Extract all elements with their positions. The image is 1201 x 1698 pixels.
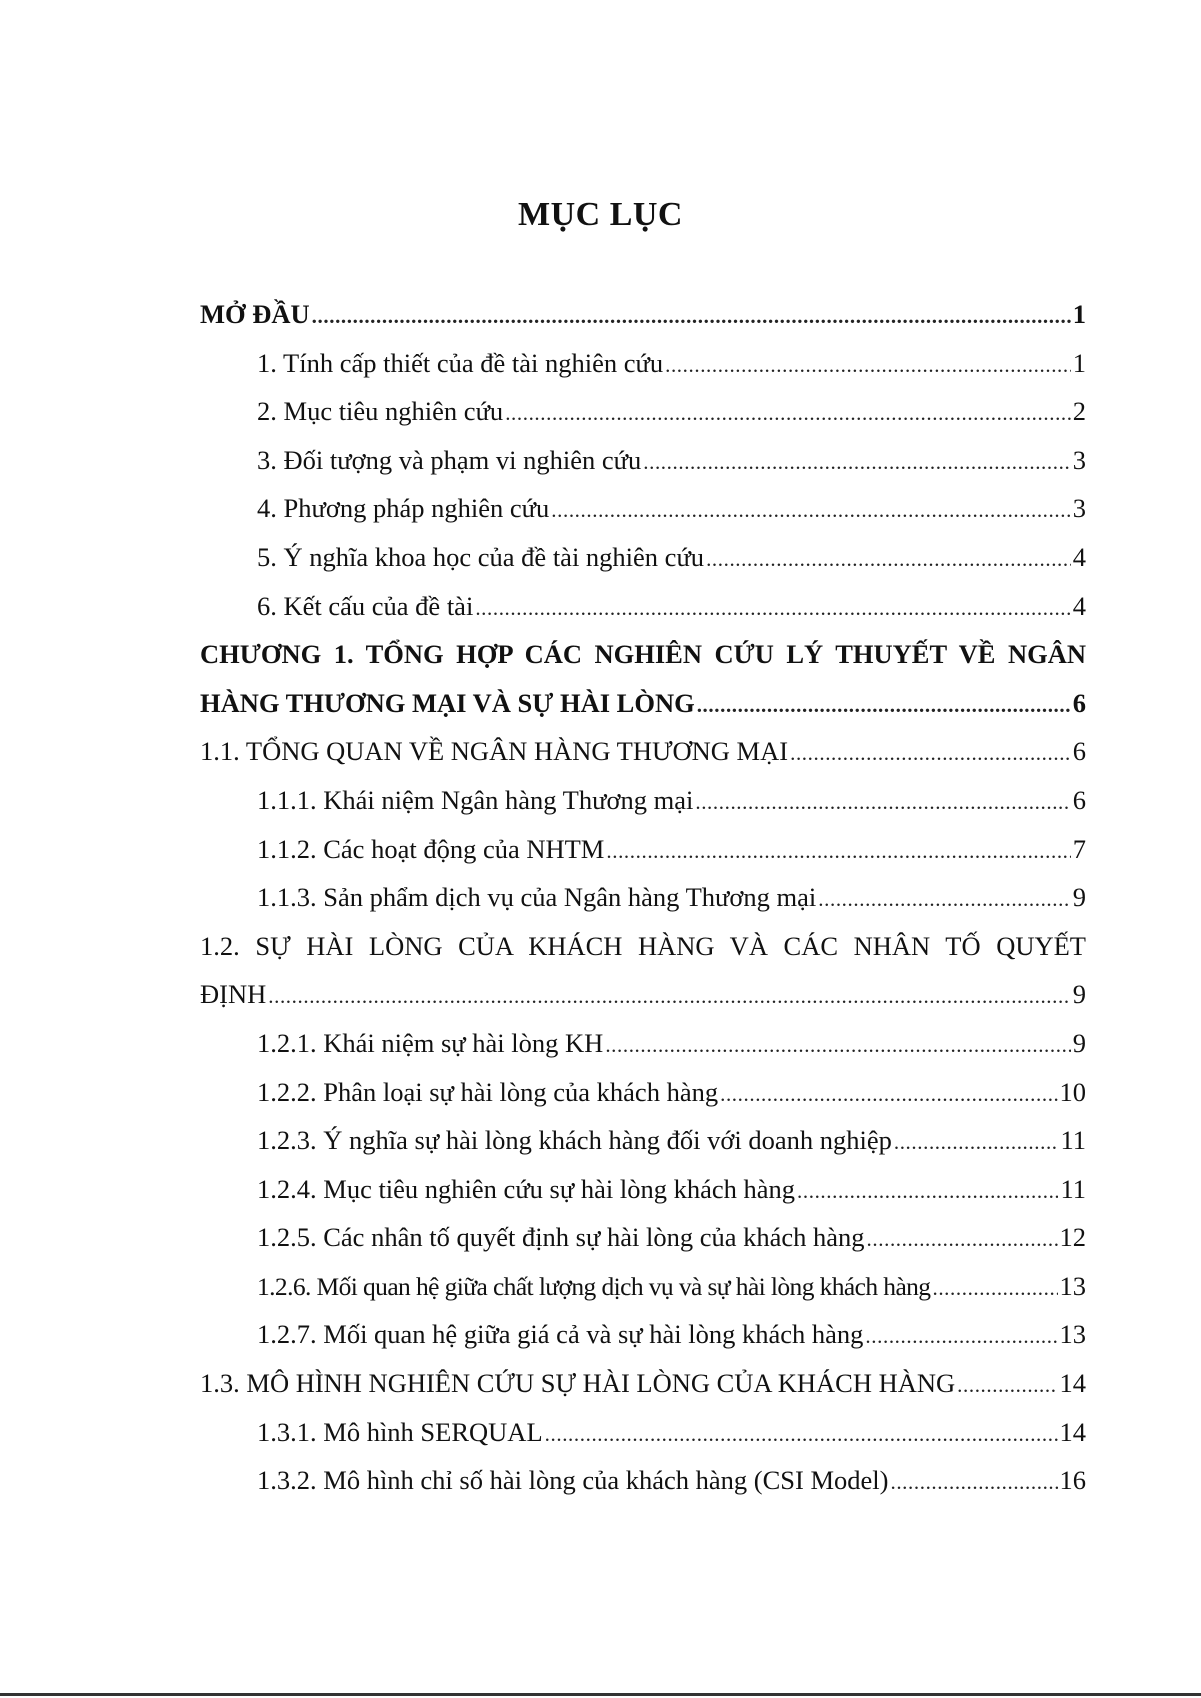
toc-entry[interactable] xyxy=(200,1165,1086,1214)
toc-entry-text: 1.2. SỰ HÀI LÒNG CỦA KHÁCH HÀNG VÀ CÁC NHÂN TỐ QUYẾT xyxy=(200,930,1086,961)
toc-page-number: 6 xyxy=(1072,736,1086,767)
toc-page-number: 16 xyxy=(1059,1465,1086,1496)
toc-page-number: 11 xyxy=(1060,1125,1086,1156)
toc-entry[interactable] xyxy=(200,630,1086,679)
toc-dot-leader xyxy=(818,875,1070,924)
toc-entry[interactable] xyxy=(200,533,1086,582)
toc-entry[interactable] xyxy=(200,922,1086,971)
toc-entry[interactable] xyxy=(200,1359,1086,1408)
toc-dot-leader xyxy=(551,486,1070,535)
toc-page-number: 13 xyxy=(1059,1319,1086,1350)
toc-page-number: 9 xyxy=(1072,1027,1086,1058)
toc-page-number: 4 xyxy=(1072,541,1086,572)
toc-entry-text: HÀNG THƯƠNG MẠI VÀ SỰ HÀI LÒNG xyxy=(200,687,695,718)
toc-page-number: 11 xyxy=(1060,1173,1086,1204)
toc-entry-text: 3. Đối tượng và phạm vi nghiên cứu xyxy=(257,444,642,475)
toc-dot-leader xyxy=(643,438,1071,487)
toc-entry-text: 1.1.2. Các hoạt động của NHTM xyxy=(257,833,605,864)
toc-entry-text: 5. Ý nghĩa khoa học của đề tài nghiên cứu xyxy=(257,541,705,572)
toc-entry[interactable] xyxy=(200,339,1086,388)
toc-entry-text: 1.2.4. Mục tiêu nghiên cứu sự hài lòng khách hàng xyxy=(257,1173,796,1204)
toc-entry-text: 1.1.1. Khái niệm Ngân hàng Thương mại xyxy=(257,784,694,815)
toc-page-number: 1 xyxy=(1072,347,1086,378)
page-title: MỤC LỤC xyxy=(518,196,683,233)
toc-dot-leader xyxy=(665,341,1071,390)
toc-entry[interactable] xyxy=(200,1213,1086,1262)
toc-dot-leader xyxy=(890,1458,1057,1507)
toc-dot-leader xyxy=(268,972,1071,1021)
toc-dot-leader xyxy=(505,389,1071,438)
toc-dot-leader xyxy=(475,584,1070,633)
toc-entry[interactable] xyxy=(200,970,1086,1019)
toc-entry-text: 1.2.1. Khái niệm sự hài lòng KH xyxy=(257,1027,604,1058)
toc-entry[interactable] xyxy=(200,1408,1086,1457)
toc-entry[interactable] xyxy=(200,1456,1086,1505)
toc-dot-leader xyxy=(720,1070,1057,1119)
toc-page-number: 12 xyxy=(1059,1222,1086,1253)
toc-dot-leader xyxy=(957,1361,1057,1410)
toc-dot-leader xyxy=(790,729,1071,778)
toc-page-number: 14 xyxy=(1059,1416,1086,1447)
toc-dot-leader xyxy=(865,1312,1057,1361)
toc-entry-text: 4. Phương pháp nghiên cứu xyxy=(257,493,550,524)
toc-entry[interactable] xyxy=(200,1068,1086,1117)
toc-entry-text: 1.2.7. Mối quan hệ giữa giá cả và sự hài lòng khách hàng xyxy=(257,1319,864,1350)
toc-dot-leader xyxy=(605,1021,1070,1070)
toc-entry[interactable] xyxy=(200,776,1086,825)
toc-entry[interactable] xyxy=(200,679,1086,728)
toc-dot-leader xyxy=(894,1118,1059,1167)
toc-dot-leader xyxy=(867,1215,1058,1264)
toc-entry[interactable] xyxy=(200,1310,1086,1359)
toc-entry[interactable] xyxy=(200,825,1086,874)
toc-page-number: 3 xyxy=(1072,444,1086,475)
toc-entry-text: ĐỊNH xyxy=(200,979,267,1010)
toc-entry[interactable] xyxy=(200,436,1086,485)
toc-page-number: 6 xyxy=(1072,784,1086,815)
toc-entry[interactable] xyxy=(200,290,1086,339)
toc-page-number: 4 xyxy=(1072,590,1086,621)
toc-entry-text: 6. Kết cấu của đề tài xyxy=(257,590,474,621)
toc-page-number: 6 xyxy=(1072,687,1086,718)
toc-entry-text: 1.1.3. Sản phẩm dịch vụ của Ngân hàng Thương mại xyxy=(257,882,817,913)
table-of-contents xyxy=(200,290,1086,1505)
toc-entry-text: 1.3. MÔ HÌNH NGHIÊN CỨU SỰ HÀI LÒNG CỦA KHÁCH HÀNG xyxy=(200,1368,956,1399)
toc-page-number: 13 xyxy=(1059,1270,1086,1301)
toc-entry-text: 1.2.3. Ý nghĩa sự hài lòng khách hàng đối với doanh nghiệp xyxy=(257,1125,892,1156)
toc-entry-text: 1.2.2. Phân loại sự hài lòng của khách hàng xyxy=(257,1076,719,1107)
toc-page-number: 7 xyxy=(1072,833,1086,864)
toc-page-number: 10 xyxy=(1059,1076,1086,1107)
toc-page-number: 9 xyxy=(1072,882,1086,913)
toc-entry[interactable] xyxy=(200,727,1086,776)
toc-page-number: 1 xyxy=(1072,299,1086,329)
toc-entry-text: CHƯƠNG 1. TỔNG HỢP CÁC NGHIÊN CỨU LÝ THUYẾT VỀ NGÂN xyxy=(200,639,1086,670)
toc-dot-leader xyxy=(797,1167,1058,1216)
toc-entry[interactable] xyxy=(200,1019,1086,1068)
toc-dot-leader xyxy=(706,535,1071,584)
toc-entry-text: 1.3.2. Mô hình chỉ số hài lòng của khách hàng (CSI Model) xyxy=(257,1465,889,1496)
toc-entry-text: 1. Tính cấp thiết của đề tài nghiên cứu xyxy=(257,347,664,378)
toc-page-number: 3 xyxy=(1072,493,1086,524)
toc-entry[interactable] xyxy=(200,1116,1086,1165)
toc-entry[interactable] xyxy=(200,484,1086,533)
toc-entry[interactable] xyxy=(200,582,1086,631)
page-bottom-edge xyxy=(0,1693,1201,1696)
toc-page-number: 2 xyxy=(1072,396,1086,427)
toc-page-number: 14 xyxy=(1059,1368,1086,1399)
toc-entry-text: 1.2.6. Mối quan hệ giữa chất lượng dịch vụ và sự hài lòng khách hàng xyxy=(257,1271,931,1301)
toc-dot-leader xyxy=(606,827,1070,876)
toc-dot-leader xyxy=(545,1410,1058,1459)
toc-entry-text: MỞ ĐẦU xyxy=(200,299,310,329)
toc-entry[interactable] xyxy=(200,873,1086,922)
toc-entry-text: 1.1. TỔNG QUAN VỀ NGÂN HÀNG THƯƠNG MẠI xyxy=(200,736,789,767)
toc-entry-text: 1.3.1. Mô hình SERQUAL xyxy=(257,1416,543,1447)
toc-entry[interactable] xyxy=(200,387,1086,436)
toc-page-number: 9 xyxy=(1072,979,1086,1010)
toc-entry-text: 1.2.5. Các nhân tố quyết định sự hài lòng của khách hàng xyxy=(257,1222,865,1253)
toc-entry[interactable] xyxy=(200,1262,1086,1311)
toc-dot-leader xyxy=(695,778,1070,827)
toc-dot-leader xyxy=(932,1264,1057,1313)
toc-entry-text: 2. Mục tiêu nghiên cứu xyxy=(257,396,504,427)
toc-dot-leader xyxy=(697,681,1071,730)
toc-dot-leader xyxy=(312,292,1071,341)
